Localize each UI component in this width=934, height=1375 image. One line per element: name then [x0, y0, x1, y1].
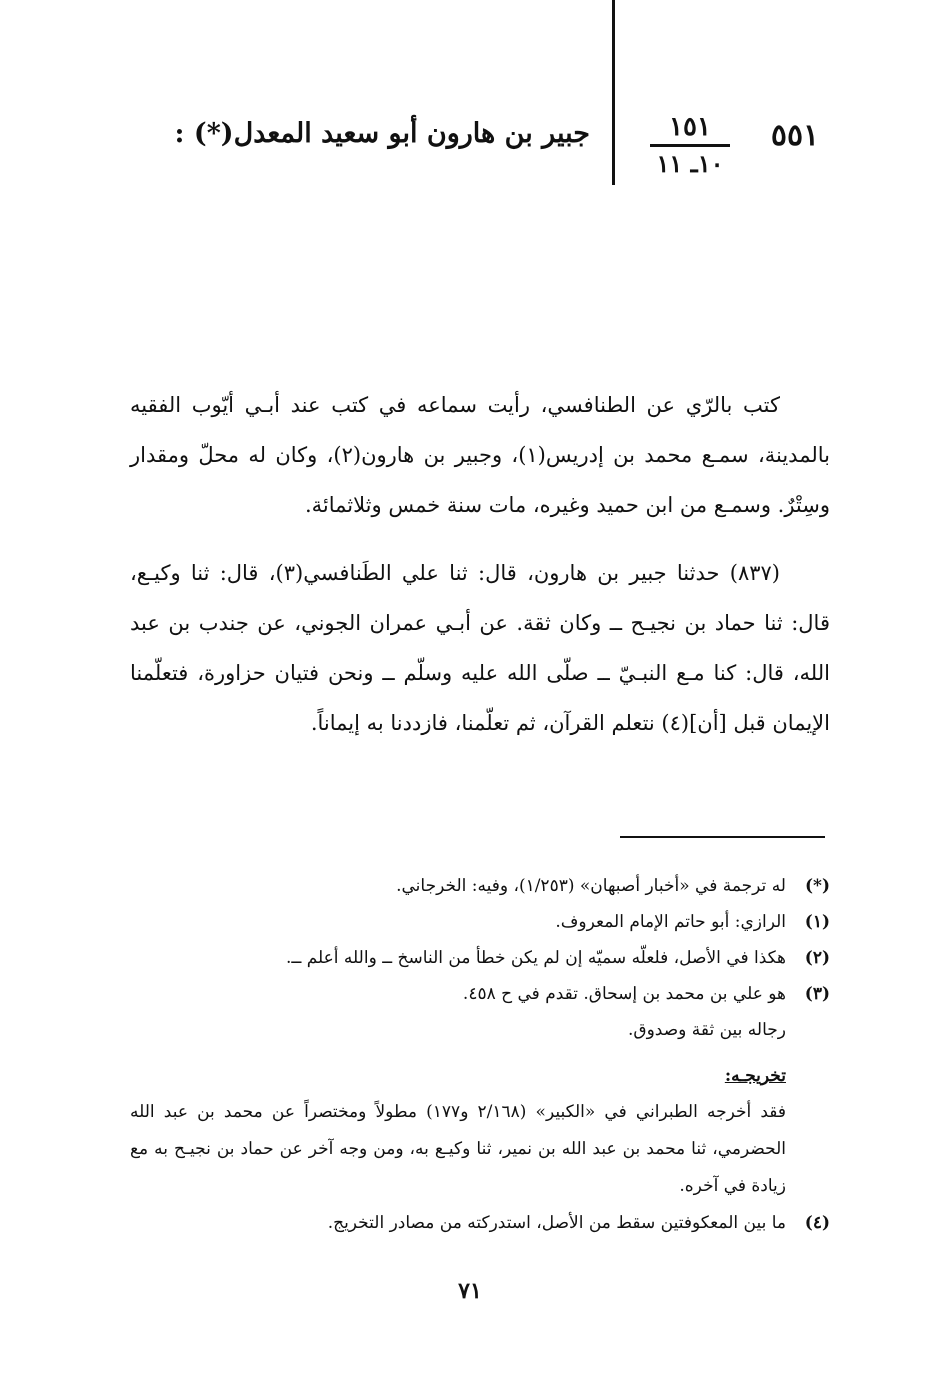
cross-reference-fraction: [640, 112, 740, 179]
entry-title: جبير بن هارون أبو سعيد المعدل(*) :: [174, 118, 590, 149]
footnote: [130, 940, 830, 976]
fraction-bottom: ١٠ـ ١١: [656, 149, 724, 178]
hadith-paragraph: (٨٣٧) حدثنا جبير بن هارون، قال: ثنا علي الطَنافسي(٣)، قال: ثنا وكيـع، قال: ثنا حماد بن نجيـح ــ وكان ثقة. عن أبـي عمران الجوني، عن جندب بن عبد الله، قال: كنا مـع النبـيّ ــ صلّى الله عليه وسلّم ــ ونحن فتيان حزاورة، فتعلّمنا الإيمان قبل [أن](٤) نتعلم القرآن، ثم تعلّمنا، فازددنا به إيماناً.: [130, 561, 830, 735]
header-vertical-rule: [612, 0, 615, 185]
takhrij-text: فقد أخرجه الطبراني في «الكبير» (٢/١٦٨ و١٧٧) مطولاً ومختصراً عن محمد بن عبد الله الحضرمي، ثنا محمد بن عبد الله بن نمير، ثنا وكيـع به، ومن وجه آخر عن حماد بن نجيـح به مع زيادة في آخره.: [130, 1102, 786, 1196]
footnote-mark: (*): [805, 876, 830, 896]
footnote-text: الرازي: أبو حاتم الإمام المعروف.: [555, 912, 786, 932]
footnote-text: ما بين المعكوفتين سقط من الأصل، استدركته من مصادر التخريج.: [327, 1213, 786, 1233]
footnote-mark: (٣): [804, 984, 830, 1004]
footnote-mark: (٤): [804, 1213, 830, 1233]
footnote-separator: [620, 836, 825, 838]
takhrij-section: [130, 1058, 830, 1205]
footnote: [130, 1205, 830, 1241]
main-text: [130, 380, 830, 748]
footnote-text: له ترجمة في «أخبار أصبهان» (١/٢٥٣)، وفيه: الخرجاني.: [396, 876, 786, 896]
footnotes: [130, 868, 830, 1241]
entry-number: ٥٥١: [770, 118, 820, 153]
page-number: ٧١: [458, 1278, 482, 1304]
footnote: [130, 976, 830, 1012]
footnote-mark: (١): [804, 912, 830, 932]
footnote: [130, 868, 830, 904]
rijal-note: رجاله بين ثقة وصدوق.: [627, 1020, 786, 1040]
fraction-top: ١٥١: [669, 112, 711, 142]
footnote-text: هو علي بن محمد بن إسحاق. تقدم في ح ٤٥٨.: [462, 984, 786, 1004]
fraction-bar: [650, 144, 730, 147]
footnote: [130, 904, 830, 940]
footnote-text: هكذا في الأصل، فلعلّه سميّه إن لم يكن خطأ من الناسخ ــ والله أعلم ــ.: [285, 948, 786, 968]
footnote-mark: (٢): [804, 948, 830, 968]
biography-paragraph: كتب بالرّي عن الطنافسي، رأيت سماعه في كتب عند أبـي أيّوب الفقيه بالمدينة، سمـع محمد بن إدريس(١)، وجبير بن هارون(٢)، وكان له محلّ ومقدار وسِتْرٌ. وسمـع من ابن حميد وغيره، مات سنة خمس وثلاثمائة.: [130, 393, 830, 517]
takhrij-heading: تخريجـه:: [724, 1066, 786, 1086]
